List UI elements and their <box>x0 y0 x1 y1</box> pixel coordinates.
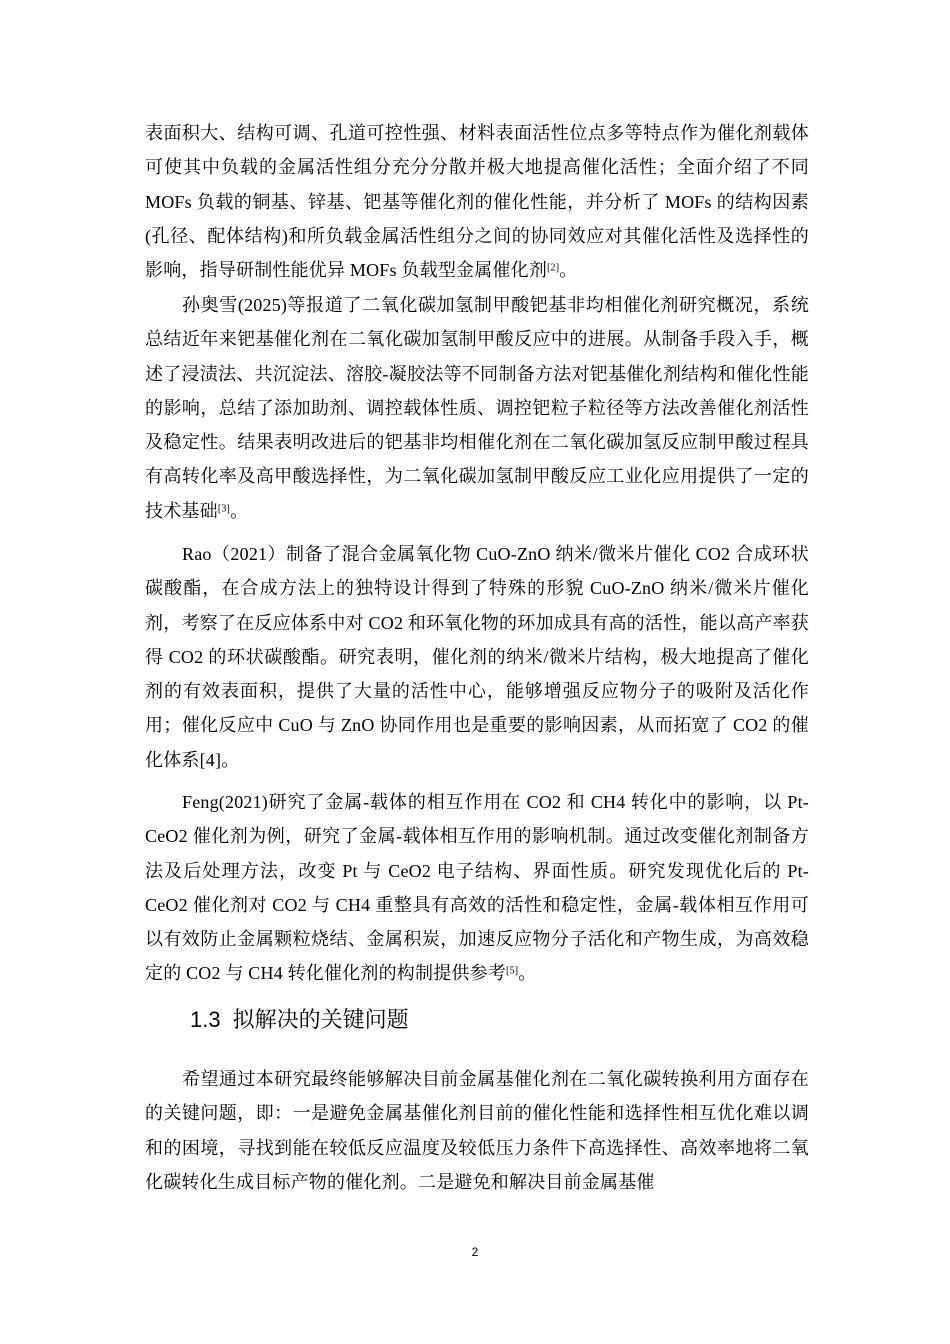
paragraph-cuo-zno-catalysts <box>145 537 809 777</box>
section-heading <box>190 1003 409 1037</box>
paragraph-metal-support-interaction <box>145 785 809 991</box>
paragraph-text: 表面积大、结构可调、孔道可控性强、材料表面活性位点多等特点作为催化剂载体可使其中负载的金属活性组分充分分散并极大地提高催化活性；全面介绍了不同 MOFs 负载的铜基、锌基、钯基等催化剂的催化性能，并分析了 MOFs 的结构因素(孔径、配体结构)和所负载金属活性组分之间的协同效应对其催化活性及选择性的影响，指导研制性能优异 MOFs 负载型金属催化剂 <box>145 123 809 281</box>
citation-ref: [5] <box>506 965 519 977</box>
paragraph-palladium-catalysts <box>145 288 809 528</box>
paragraph-end: 。 <box>518 963 537 984</box>
citation-ref: [3] <box>217 503 231 515</box>
paragraph-end: 。 <box>559 260 578 281</box>
section-title: 拟解决的关键问题 <box>232 1007 409 1032</box>
paragraph-text: Feng(2021)研究了金属-载体的相互作用在 CO2 和 CH4 转化中的影响，以 Pt-CeO2 催化剂为例，研究了金属-载体相互作用的影响机制。通过改变催化剂制备方法及后处理方法，改变 Pt 与 CeO2 电子结构、界面性质。研究发现优化后的 Pt-CeO2 催化剂对 CO2 与 CH4 重整具有高效的活性和稳定性，金属-载体相互作用可以有效防止金属颗粒烧结、金属积炭，加速反应物分子活化和产物生成，为高效稳定的 CO2 与 CH4 转化催化剂的构制提供参考 <box>145 792 809 984</box>
section-number: 1.3 <box>190 1007 221 1032</box>
paragraph-text: 孙奥雪(2025)等报道了二氧化碳加氢制甲酸钯基非均相催化剂研究概况，系统总结近年来钯基催化剂在二氧化碳加氢制甲酸反应中的进展。从制备手段入手，概述了浸渍法、共沉淀法、溶胶-凝胶法等不同制备方法对钯基催化剂结构和催化性能的影响，总结了添加助剂、调控载体性质、调控钯粒子粒径等方法改善催化剂活性及稳定性。结果表明改进后的钯基非均相催化剂在二氧化碳加氢反应制甲酸过程具有高转化率及高甲酸选择性，为二氧化碳加氢制甲酸反应工业化应用提供了一定的技术基础 <box>145 295 809 521</box>
paragraph-key-problems <box>145 1062 809 1199</box>
page-number: 2 <box>471 1245 479 1259</box>
paragraph-text: Rao（2021）制备了混合金属氧化物 CuO-ZnO 纳米/微米片催化 CO2 合成环状碳酸酯，在合成方法上的独特设计得到了特殊的形貌 CuO-ZnO 纳米/微米片催化剂，考察了在反应体系中对 CO2 和环氧化物的环加成具有高的活性，能以高产率获得 CO2 的环状碳酸酯。研究表明，催化剂的纳米/微米片结构，极大地提高了催化剂的有效表面积，提供了大量的活性中心，能够增强反应物分子的吸附及活化作用；催化反应中 CuO 与 ZnO 协同作用也是重要的影响因素，从而拓宽了 CO2 的催化体系[4]。 <box>145 544 809 770</box>
paragraph-mofs-catalysts <box>145 116 809 287</box>
citation-ref: [2] <box>547 262 560 274</box>
paragraph-end: 。 <box>230 500 249 521</box>
paragraph-text: 希望通过本研究最终能够解决目前金属基催化剂在二氧化碳转换利用方面存在的关键问题，即：一是避免金属基催化剂目前的催化性能和选择性相互优化难以调和的困境，寻找到能在较低反应温度及较低压力条件下高选择性、高效率地将二氧化碳转化生成目标产物的催化剂。二是避免和解决目前金属基催 <box>145 1069 809 1192</box>
